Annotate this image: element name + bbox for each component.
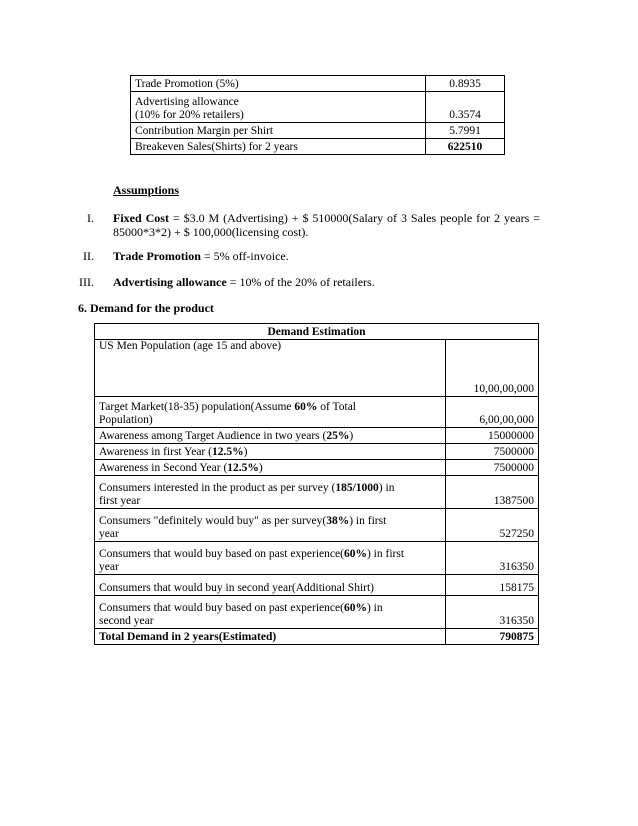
label-text: Awareness in first Year ( [99, 446, 212, 458]
row-label [95, 428, 446, 444]
row-value: 0.8935 [426, 76, 505, 92]
table-row [131, 139, 505, 155]
label-text: Target Market(18-35) population(Assume [99, 401, 295, 413]
label-emphasis: 25% [326, 430, 350, 442]
item-description: = $3.0 M (Advertising) + $ 510000(Salary of 3 Sales people for 2 years = 85000*3*2) + $ 100,000(licensing cost). [113, 211, 541, 239]
row-label: Trade Promotion (5%) [131, 76, 426, 92]
row-value: 0.3574 [426, 92, 505, 123]
item-term: Fixed Cost [113, 211, 169, 225]
row-label [95, 444, 446, 460]
row-value: 15000000 [446, 428, 539, 444]
row-label [95, 397, 446, 428]
item-text [113, 211, 540, 239]
row-value: 7500000 [446, 444, 539, 460]
item-text [113, 249, 540, 263]
label-line: Advertising allowance [135, 96, 239, 108]
table-row [95, 542, 539, 575]
label-text: ) in [366, 602, 383, 614]
table-row [95, 596, 539, 629]
table-row [131, 92, 505, 123]
label-text: Consumers that would buy based on past experience( [99, 602, 344, 614]
table-row [95, 575, 539, 596]
label-text: ) in [378, 482, 395, 494]
label-text: second year [99, 615, 154, 627]
label-line: (10% for 20% retailers) [135, 109, 244, 121]
demand-estimation-table [94, 323, 539, 645]
label-text: Awareness among Target Audience in two years ( [99, 430, 327, 442]
table-title: Demand Estimation [95, 324, 539, 340]
row-label: Contribution Margin per Shirt [131, 123, 426, 139]
item-term: Advertising allowance [113, 275, 227, 289]
label-text: first year [99, 495, 141, 507]
label-text: Population) [99, 414, 153, 426]
table-row [131, 76, 505, 92]
label-emphasis: 12.5% [211, 446, 244, 458]
row-label [95, 542, 446, 575]
row-label [95, 596, 446, 629]
item-text [113, 275, 540, 289]
table-row [95, 397, 539, 428]
item-number: I. [87, 211, 94, 225]
label-text: Consumers that would buy based on past experience( [99, 548, 344, 560]
label-text: ) [243, 446, 248, 458]
row-value: 5.7991 [426, 123, 505, 139]
cost-summary-table [130, 75, 505, 155]
label-text: year [99, 561, 119, 573]
label-emphasis: 60% [294, 401, 318, 413]
row-value: 7500000 [446, 460, 539, 476]
item-term: Trade Promotion [113, 249, 201, 263]
label-text: Consumers "definitely would buy" as per survey( [99, 515, 327, 527]
row-value: 158175 [446, 575, 539, 596]
row-value: 527250 [446, 509, 539, 542]
assumptions-heading: Assumptions [113, 183, 180, 197]
label-text: ) in first [366, 548, 405, 560]
label-emphasis: 60% [343, 602, 367, 614]
label-text: Awareness in Second Year ( [99, 462, 228, 474]
row-label [95, 460, 446, 476]
item-number: II. [83, 249, 94, 263]
table-row [95, 460, 539, 476]
table-row [95, 444, 539, 460]
label-emphasis: 38% [326, 515, 350, 527]
label-text: of Total [317, 401, 356, 413]
label-text: ) [258, 462, 263, 474]
row-value: 790875 [446, 629, 539, 645]
table-row [95, 476, 539, 509]
label-text: ) [349, 430, 354, 442]
table-row [95, 509, 539, 542]
row-value: 622510 [426, 139, 505, 155]
row-value: 6,00,00,000 [446, 397, 539, 428]
label-text: year [99, 528, 119, 540]
item-description: = 10% of the 20% of retailers. [226, 275, 375, 289]
item-description: = 5% off-invoice. [200, 249, 289, 263]
label-emphasis: 60% [343, 548, 367, 560]
table-row [95, 340, 539, 397]
label-text: Consumers interested in the product as per survey ( [99, 482, 336, 494]
item-number: III. [79, 275, 94, 289]
row-value: 316350 [446, 596, 539, 629]
label-text: ) in first [349, 515, 387, 527]
section-title: 6. Demand for the product [78, 301, 214, 315]
row-label: Breakeven Sales(Shirts) for 2 years [131, 139, 426, 155]
row-value: 316350 [446, 542, 539, 575]
row-label [95, 476, 446, 509]
row-value: 10,00,00,000 [446, 340, 539, 397]
table-row [95, 428, 539, 444]
row-label: Total Demand in 2 years(Estimated) [95, 629, 446, 645]
table-header-row [95, 324, 539, 340]
row-value: 1387500 [446, 476, 539, 509]
label-emphasis: 185/1000 [335, 482, 379, 494]
row-label [131, 92, 426, 123]
row-label: US Men Population (age 15 and above) [95, 340, 446, 397]
table-row [131, 123, 505, 139]
row-label: Consumers that would buy in second year(Additional Shirt) [95, 575, 446, 596]
row-label [95, 509, 446, 542]
label-emphasis: 12.5% [227, 462, 259, 474]
table-total-row [95, 629, 539, 645]
